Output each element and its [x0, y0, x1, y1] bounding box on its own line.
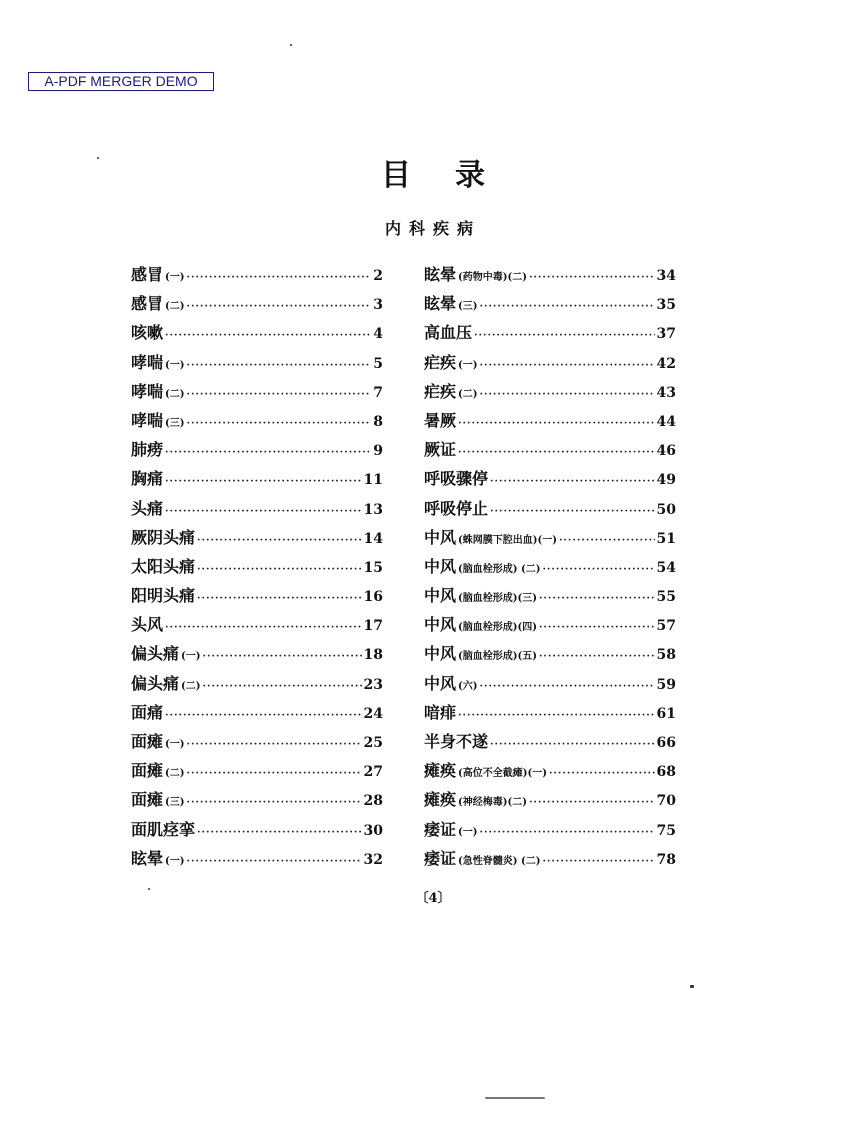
scan-speck — [148, 888, 150, 890]
toc-entry — [131, 758, 383, 787]
entry-title: 厥证 — [424, 440, 457, 460]
entry-page: 46 — [656, 443, 676, 460]
toc-entry — [131, 262, 383, 291]
toc-entry — [424, 320, 676, 349]
entry-note: (三) — [165, 797, 185, 809]
leader-dots — [559, 535, 655, 546]
toc-entry — [424, 437, 676, 466]
leader-dots — [186, 856, 361, 867]
entry-note: (蛛网膜下腔出血)(一) — [458, 534, 557, 546]
entry-title: 半身不遂 — [424, 732, 489, 751]
entry-title: 痿证 — [424, 819, 457, 839]
entry-page: 17 — [363, 618, 383, 635]
entry-page: 25 — [363, 735, 383, 751]
entry-page: 75 — [656, 822, 676, 839]
leader-dots — [186, 739, 361, 750]
entry-title: 眩晕 — [424, 294, 457, 314]
entry-page: 4 — [373, 326, 383, 343]
entry-page: 34 — [656, 268, 676, 284]
entry-page: 59 — [656, 676, 676, 693]
leader-dots — [458, 447, 655, 458]
toc-entry — [131, 583, 383, 612]
leader-dots — [490, 739, 655, 750]
leader-dots — [186, 301, 371, 312]
entry-title: 咳嗽 — [131, 323, 164, 343]
entry-page: 8 — [373, 413, 383, 430]
entry-page: 16 — [363, 589, 383, 606]
entry-title: 痿证 — [424, 848, 457, 868]
leader-dots — [186, 272, 371, 283]
entry-title: 感冒 — [131, 265, 164, 284]
entry-title: 厥阴头痛 — [131, 527, 196, 547]
leader-dots — [186, 797, 361, 808]
toc-entry — [131, 379, 383, 408]
toc-entry — [131, 496, 383, 525]
scan-speck — [97, 157, 99, 159]
entry-page: 23 — [363, 676, 383, 693]
section-heading: 内科疾病 — [384, 219, 481, 238]
entry-note: (神经梅毒)(二) — [458, 797, 527, 809]
entry-page: 50 — [656, 501, 676, 518]
entry-title: 中风 — [424, 586, 457, 606]
entry-title: 哮喘 — [131, 352, 164, 372]
entry-page: 42 — [656, 355, 676, 372]
toc-entry — [424, 612, 676, 641]
entry-page: 54 — [656, 559, 676, 576]
entry-note: (六) — [458, 680, 478, 692]
page-number: 〔4〕 — [415, 891, 451, 906]
entry-page: 44 — [656, 413, 676, 430]
entry-page: 15 — [363, 559, 383, 576]
entry-title: 暑厥 — [424, 410, 457, 430]
entry-title: 哮喘 — [131, 410, 164, 430]
toc-entry — [131, 641, 383, 670]
toc-entry — [424, 641, 676, 670]
entry-note: (二) — [165, 388, 185, 400]
toc-entry — [424, 408, 676, 437]
entry-title: 感冒 — [131, 294, 164, 314]
entry-note: (一) — [458, 359, 478, 371]
toc-entry — [424, 583, 676, 612]
entry-title: 头痛 — [131, 498, 164, 518]
leader-dots — [490, 476, 655, 487]
entry-title: 疟疾 — [424, 381, 457, 401]
leader-dots — [165, 330, 371, 341]
entry-page: 57 — [656, 618, 676, 635]
toc-entry — [424, 496, 676, 525]
toc-entry — [131, 525, 383, 554]
entry-title: 面肌痉挛 — [131, 819, 196, 839]
entry-note: (一) — [165, 272, 185, 283]
entry-page: 43 — [656, 384, 676, 401]
entry-title: 偏头痛 — [131, 644, 180, 664]
toc-entry — [131, 700, 383, 729]
entry-title: 呼吸停止 — [424, 498, 489, 518]
leader-dots — [165, 622, 362, 633]
leader-dots — [539, 593, 655, 604]
leader-dots — [202, 651, 361, 662]
entry-page: 49 — [656, 472, 676, 489]
entry-title: 喑痱 — [424, 702, 457, 722]
toc-entry — [131, 817, 383, 846]
leader-dots — [542, 564, 654, 575]
toc-entry — [131, 729, 383, 758]
entry-note: (脑血栓形成)(三) — [458, 593, 537, 605]
entry-note: (二) — [458, 388, 478, 400]
entry-title: 头风 — [131, 615, 164, 635]
entry-page: 28 — [363, 793, 383, 810]
toc-entry — [131, 291, 383, 320]
entry-page: 18 — [363, 647, 383, 664]
leader-dots — [197, 564, 362, 575]
entry-page: 51 — [656, 530, 676, 547]
entry-title: 哮喘 — [131, 381, 164, 401]
entry-page: 35 — [656, 297, 676, 314]
leader-dots — [458, 710, 655, 721]
entry-title: 中风 — [424, 615, 457, 635]
toc-entry — [424, 525, 676, 554]
entry-note: (一) — [165, 739, 185, 750]
toc-right-column — [424, 262, 676, 875]
toc-entry — [424, 787, 676, 816]
scan-speck — [290, 44, 292, 46]
entry-title: 中风 — [424, 673, 457, 693]
toc-entry — [424, 466, 676, 495]
scan-speck — [690, 985, 694, 988]
leader-dots — [186, 360, 371, 371]
entry-note: (一) — [165, 359, 185, 371]
entry-page: 78 — [656, 851, 676, 868]
toc-entry — [131, 437, 383, 466]
entry-title: 高血压 — [424, 323, 473, 343]
entry-page: 24 — [363, 705, 383, 722]
toc-entry — [424, 350, 676, 379]
toc-entry — [131, 846, 383, 875]
entry-title: 胸痛 — [131, 469, 164, 489]
toc-entry — [131, 466, 383, 495]
entry-title: 中风 — [424, 644, 457, 664]
leader-dots — [542, 856, 654, 867]
toc-entry — [131, 787, 383, 816]
entry-title: 面痛 — [131, 702, 164, 722]
entry-note: (二) — [181, 680, 201, 692]
toc-entry — [424, 729, 676, 758]
leader-dots — [165, 476, 362, 487]
toc-entry — [131, 671, 383, 700]
entry-page: 32 — [363, 851, 383, 868]
entry-note: (一) — [165, 855, 185, 867]
toc-left-column — [131, 262, 383, 875]
toc-entry — [131, 408, 383, 437]
entry-page: 9 — [373, 443, 383, 460]
entry-title: 瘫痪 — [424, 790, 457, 810]
leader-dots — [202, 681, 361, 692]
toc-entry — [424, 817, 676, 846]
entry-title: 疟疾 — [424, 352, 457, 372]
entry-title: 中风 — [424, 527, 457, 547]
entry-page: 11 — [363, 472, 383, 489]
entry-note: (二) — [165, 301, 185, 313]
entry-page: 5 — [373, 355, 383, 372]
entry-title: 呼吸骤停 — [424, 469, 489, 489]
scan-speck — [485, 1097, 545, 1099]
toc-entry — [424, 700, 676, 729]
entry-title: 眩晕 — [131, 848, 164, 868]
entry-title: 瘫痪 — [424, 761, 457, 781]
leader-dots — [458, 418, 655, 429]
leader-dots — [490, 506, 655, 517]
toc-entry — [424, 554, 676, 583]
toc-entry — [131, 612, 383, 641]
leader-dots — [479, 827, 654, 838]
leader-dots — [529, 797, 655, 808]
entry-note: (二) — [165, 768, 185, 780]
toc-entry — [424, 262, 676, 291]
leader-dots — [165, 710, 362, 721]
page-title: 目录 — [381, 158, 529, 193]
toc-entry — [424, 291, 676, 320]
entry-title: 肺痨 — [131, 440, 164, 460]
entry-note: (药物中毒)(二) — [458, 272, 527, 283]
entry-title: 中风 — [424, 556, 457, 576]
toc-entry — [424, 671, 676, 700]
entry-page: 27 — [363, 764, 383, 781]
leader-dots — [165, 506, 362, 517]
leader-dots — [479, 301, 654, 312]
entry-page: 68 — [656, 764, 676, 781]
leader-dots — [539, 651, 655, 662]
entry-note: (脑血栓形成)(四) — [458, 622, 537, 634]
leader-dots — [197, 827, 362, 838]
entry-page: 30 — [363, 822, 383, 839]
leader-dots — [529, 272, 655, 283]
entry-title: 阳明头痛 — [131, 586, 196, 606]
entry-title: 面瘫 — [131, 761, 164, 781]
entry-title: 面瘫 — [131, 732, 164, 751]
toc-entry — [424, 758, 676, 787]
leader-dots — [479, 681, 654, 692]
entry-page: 37 — [656, 326, 676, 343]
leader-dots — [186, 389, 371, 400]
entry-page: 70 — [656, 793, 676, 810]
leader-dots — [539, 622, 655, 633]
watermark-label: A-PDF MERGER DEMO — [28, 72, 214, 91]
entry-note: (一) — [181, 651, 201, 663]
leader-dots — [479, 360, 654, 371]
entry-page: 3 — [373, 297, 383, 314]
toc-entry — [424, 379, 676, 408]
leader-dots — [474, 330, 655, 341]
entry-page: 7 — [373, 384, 383, 401]
entry-page: 13 — [363, 501, 383, 518]
entry-page: 14 — [363, 530, 383, 547]
leader-dots — [479, 389, 654, 400]
entry-page: 55 — [656, 589, 676, 606]
entry-page: 58 — [656, 647, 676, 664]
toc-entry — [131, 350, 383, 379]
entry-note: (急性脊髓炎) (二) — [458, 855, 541, 867]
leader-dots — [186, 768, 361, 779]
entry-title: 面瘫 — [131, 790, 164, 810]
entry-note: (脑血栓形成)(五) — [458, 651, 537, 663]
entry-page: 61 — [656, 705, 676, 722]
leader-dots — [197, 535, 362, 546]
entry-note: (三) — [165, 417, 185, 429]
leader-dots — [186, 418, 371, 429]
entry-note: (脑血栓形成) (二) — [458, 563, 541, 575]
entry-title: 偏头痛 — [131, 673, 180, 693]
entry-note: (一) — [458, 826, 478, 838]
entry-note: (高位不全截瘫)(一) — [458, 768, 547, 780]
entry-page: 66 — [656, 735, 676, 751]
entry-note: (三) — [458, 301, 478, 313]
entry-page: 2 — [373, 268, 383, 284]
entry-title: 眩晕 — [424, 265, 457, 284]
leader-dots — [549, 768, 655, 779]
toc-entry — [424, 846, 676, 875]
leader-dots — [197, 593, 362, 604]
entry-title: 太阳头痛 — [131, 556, 196, 576]
toc-entry — [131, 320, 383, 349]
leader-dots — [165, 447, 371, 458]
toc-entry — [131, 554, 383, 583]
